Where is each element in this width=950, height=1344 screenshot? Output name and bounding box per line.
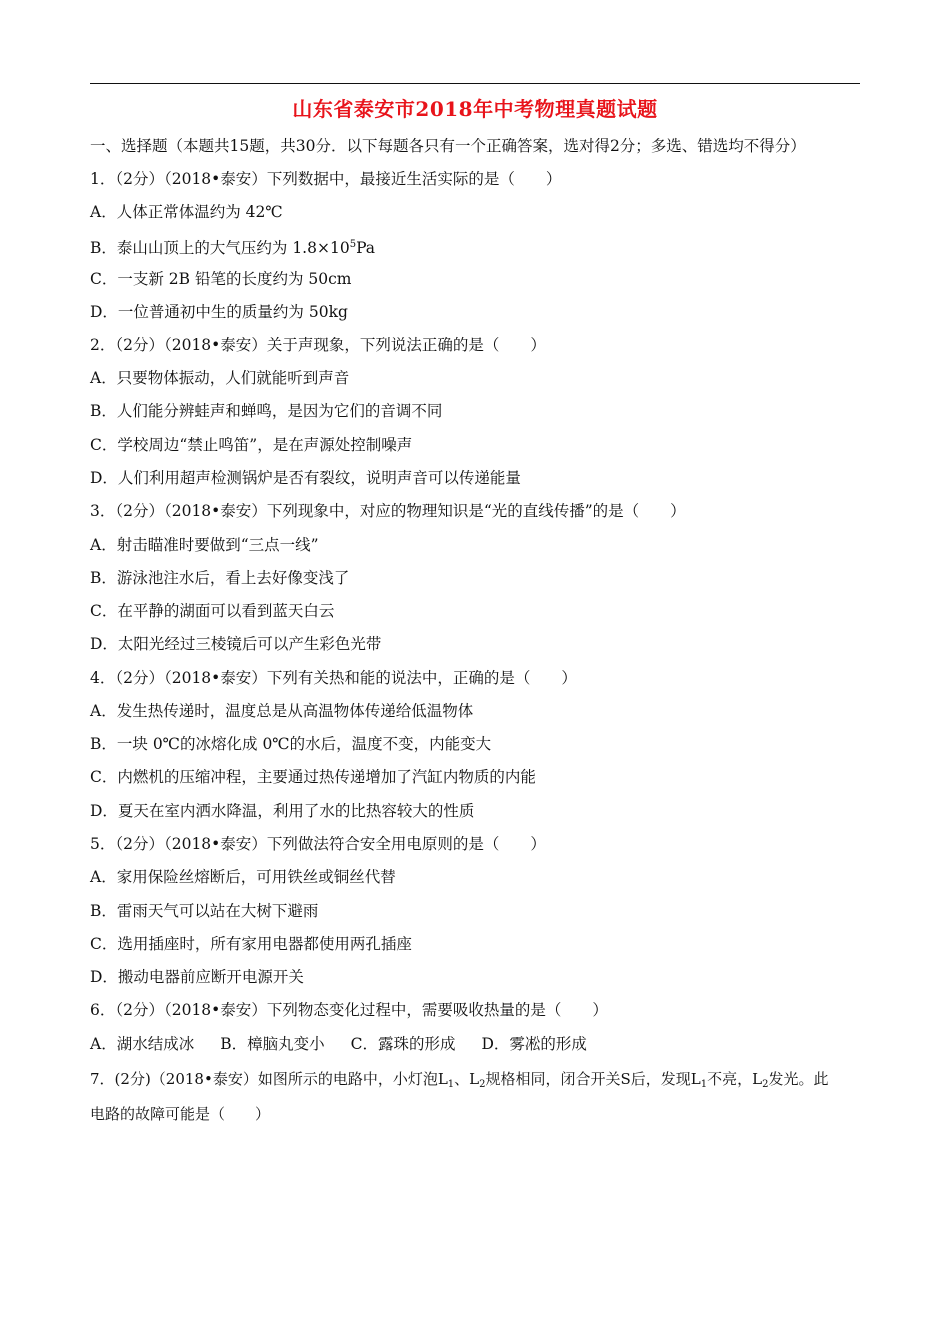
option-b-unit: Pa — [356, 239, 376, 257]
section-heading: 一、选择题（本题共15题，共30分．以下每题各只有一个正确答案，选对得2分；多选、错选均不得分） — [90, 137, 806, 155]
question-6-options-row — [90, 1033, 870, 1055]
question-1-option-b — [90, 234, 870, 259]
question-5-stem: 5．（2分）（2018•泰安）下列做法符合安全用电原则的是（ ） — [90, 835, 546, 853]
q7-sub-4: 2 — [762, 1079, 769, 1090]
q7-sub-1: 1 — [447, 1079, 455, 1090]
question-3-option-a: A．射击瞄准时要做到“三点一线” — [90, 536, 319, 554]
question-3-option-d: D．太阳光经过三棱镜后可以产生彩色光带 — [90, 635, 382, 653]
q7-sub-3: 1 — [700, 1079, 708, 1090]
question-3-stem: 3．（2分）（2018•泰安）下列现象中，对应的物理知识是“光的直线传播”的是（ ） — [90, 502, 686, 520]
document-title: 山东省泰安市2018年中考物理真题试题 — [292, 97, 658, 121]
question-7-stem-line2: 电路的故障可能是（ ） — [90, 1105, 271, 1123]
question-7-stem — [90, 1068, 870, 1096]
question-2-option-c: C．学校周边“禁止鸣笛”，是在声源处控制噪声 — [90, 436, 413, 454]
q7-sub-2: 2 — [479, 1079, 486, 1090]
question-6-option-d: D．雾凇的形成 — [481, 1035, 587, 1053]
question-5-option-d: D．搬动电器前应断开电源开关 — [90, 968, 304, 986]
question-6-stem: 6．（2分）（2018•泰安）下列物态变化过程中，需要吸收热量的是（ ） — [90, 1001, 608, 1019]
question-1-option-d: D．一位普通初中生的质量约为 50kg — [90, 303, 348, 321]
question-4-option-d: D．夏天在室内洒水降温，利用了水的比热容较大的性质 — [90, 802, 475, 820]
question-5-option-b: B．雷雨天气可以站在大树下避雨 — [90, 902, 319, 920]
q7-text-4: 不亮，L — [707, 1070, 763, 1088]
question-4-stem: 4．（2分）（2018•泰安）下列有关热和能的说法中，正确的是（ ） — [90, 669, 577, 687]
question-2-option-b: B．人们能分辨蛙声和蝉鸣，是因为它们的音调不同 — [90, 402, 443, 420]
question-3-option-b: B．游泳池注水后，看上去好像变浅了 — [90, 569, 350, 587]
question-2-option-a: A．只要物体振动，人们就能听到声音 — [90, 369, 350, 387]
question-6-option-b: B．樟脑丸变小 — [220, 1035, 325, 1053]
header-rule — [90, 83, 860, 84]
option-b-exponent: 5 — [349, 239, 357, 250]
question-6-option-c: C．露珠的形成 — [350, 1035, 456, 1053]
question-3-option-c: C．在平静的湖面可以看到蓝天白云 — [90, 602, 335, 620]
question-4-option-c: C．内燃机的压缩冲程，主要通过热传递增加了汽缸内物质的内能 — [90, 768, 536, 786]
question-4-option-b: B．一块 0℃的冰熔化成 0℃的水后，温度不变，内能变大 — [90, 735, 492, 753]
question-4-option-a: A．发生热传递时，温度总是从高温物体传递给低温物体 — [90, 702, 474, 720]
question-1-option-a: A．人体正常体温约为 42℃ — [90, 203, 283, 221]
q7-text-3: 规格相同，闭合开关S后，发现L — [485, 1070, 701, 1088]
q7-text-1: 7．(2分)（2018•泰安）如图所示的电路中，小灯泡L — [90, 1070, 448, 1088]
q7-text-5: 发光。此 — [768, 1070, 829, 1088]
option-b-text: B．泰山山顶上的大气压约为 1.8×10 — [90, 239, 350, 257]
question-6-option-a: A．湖水结成冰 — [90, 1035, 195, 1053]
question-5-option-c: C．选用插座时，所有家用电器都使用两孔插座 — [90, 935, 412, 953]
q7-text-2: 、L — [454, 1070, 480, 1088]
question-2-option-d: D．人们利用超声检测锅炉是否有裂纹，说明声音可以传递能量 — [90, 469, 521, 487]
question-1-option-c: C．一支新 2B 铅笔的长度约为 50cm — [90, 270, 352, 288]
question-5-option-a: A．家用保险丝熔断后，可用铁丝或铜丝代替 — [90, 868, 396, 886]
question-1-stem: 1．（2分）（2018•泰安）下列数据中，最接近生活实际的是（ ） — [90, 170, 562, 188]
question-2-stem: 2．（2分）（2018•泰安）关于声现象，下列说法正确的是（ ） — [90, 336, 546, 354]
